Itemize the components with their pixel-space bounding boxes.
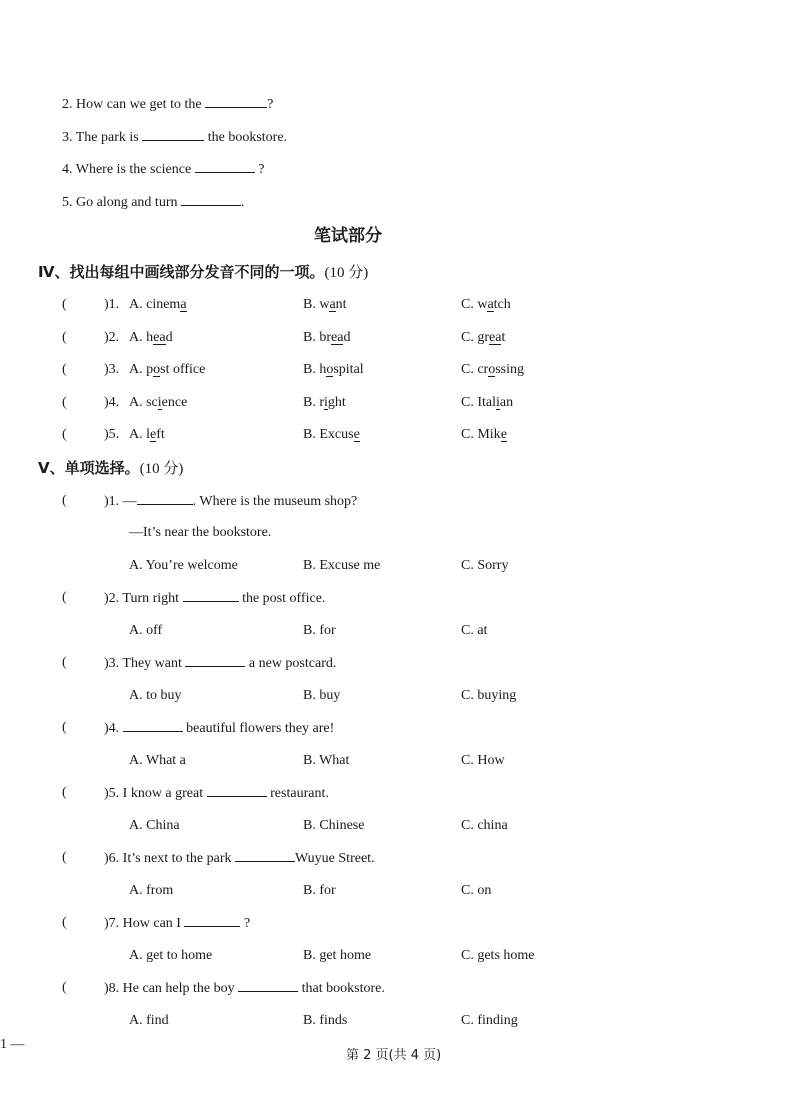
underlined-letters: a xyxy=(487,297,494,312)
answer-blank xyxy=(235,849,295,862)
answer-blank xyxy=(183,589,239,602)
margin-page-mark: 1 — xyxy=(0,1037,25,1052)
item-number: )5. xyxy=(104,427,120,442)
underlined-letters: a xyxy=(180,297,187,312)
option-c[interactable]: C. china xyxy=(461,818,508,833)
option-b[interactable]: B. right xyxy=(303,395,346,410)
option-c[interactable]: C. Mike xyxy=(461,427,507,442)
option-c[interactable]: C. at xyxy=(461,623,488,638)
option-a[interactable]: A. from xyxy=(129,883,174,898)
option-c[interactable]: C. How xyxy=(461,753,505,768)
option-a[interactable]: A. get to home xyxy=(129,948,213,963)
mc-question-4: )4. beautiful flowers they are! xyxy=(104,721,335,736)
answer-paren[interactable]: ( xyxy=(62,980,67,995)
option-a[interactable]: A. head xyxy=(129,330,173,345)
option-b[interactable]: B. finds xyxy=(303,1013,348,1028)
listening-q4: 4. Where is the science ? xyxy=(62,162,265,177)
option-b[interactable]: B. hospital xyxy=(303,362,364,377)
underlined-letters: i xyxy=(324,395,328,410)
item-number: )2. xyxy=(104,330,120,345)
underlined-letters: o xyxy=(153,362,161,377)
underlined-letters: e xyxy=(150,427,157,442)
answer-paren[interactable]: ( xyxy=(62,493,67,508)
listening-q5: 5. Go along and turn . xyxy=(62,195,245,210)
option-a[interactable]: A. off xyxy=(129,623,163,638)
underlined-letters: ea xyxy=(331,330,344,345)
option-c[interactable]: C. buying xyxy=(461,688,517,703)
listening-q2: 2. How can we get to the ? xyxy=(62,97,274,112)
option-b[interactable]: B. buy xyxy=(303,688,341,703)
option-c[interactable]: C. gets home xyxy=(461,948,535,963)
answer-paren[interactable]: ( xyxy=(62,850,67,865)
answer-paren[interactable]: ( xyxy=(62,362,67,377)
option-b[interactable]: B. for xyxy=(303,883,336,898)
option-b[interactable]: B. bread xyxy=(303,330,351,345)
option-a[interactable]: A. to buy xyxy=(129,688,182,703)
answer-paren[interactable]: ( xyxy=(62,720,67,735)
underlined-letters: e xyxy=(500,427,507,442)
answer-paren[interactable]: ( xyxy=(62,395,67,410)
option-b[interactable]: B. What xyxy=(303,753,350,768)
option-c[interactable]: C. Italian xyxy=(461,395,514,410)
mc-question-5: )5. I know a great restaurant. xyxy=(104,786,329,801)
underlined-letters: a xyxy=(329,297,336,312)
answer-blank[interactable] xyxy=(181,193,241,206)
listening-q3: 3. The park is the bookstore. xyxy=(62,130,288,145)
answer-paren[interactable]: ( xyxy=(62,330,67,345)
answer-blank xyxy=(184,914,240,927)
underlined-letters: i xyxy=(496,395,500,410)
underlined-letters: ea xyxy=(489,330,502,345)
mc-question-2: )2. Turn right the post office. xyxy=(104,591,326,606)
answer-paren[interactable]: ( xyxy=(62,655,67,670)
option-c[interactable]: C. on xyxy=(461,883,492,898)
option-c[interactable]: C. great xyxy=(461,330,506,345)
item-number: )4. xyxy=(104,395,120,410)
option-a[interactable]: A. China xyxy=(129,818,180,833)
option-b[interactable]: B. get home xyxy=(303,948,372,963)
answer-blank xyxy=(137,492,193,505)
answer-blank[interactable] xyxy=(142,128,204,141)
answer-paren[interactable]: ( xyxy=(62,915,67,930)
answer-blank xyxy=(123,719,183,732)
mc-question-1-reply: —It’s near the bookstore. xyxy=(129,525,272,540)
answer-blank[interactable] xyxy=(205,95,267,108)
option-b[interactable]: B. Chinese xyxy=(303,818,365,833)
section-4-heading: Ⅳ、找出每组中画线部分发音不同的一项。(10 分) xyxy=(38,263,369,281)
option-b[interactable]: B. Excuse me xyxy=(303,558,381,573)
option-b[interactable]: B. for xyxy=(303,623,336,638)
option-c[interactable]: C. Sorry xyxy=(461,558,509,573)
answer-blank xyxy=(238,979,298,992)
underlined-letters: ea xyxy=(153,330,166,345)
section-5-heading: Ⅴ、单项选择。(10 分) xyxy=(38,459,184,477)
option-a[interactable]: A. post office xyxy=(129,362,206,377)
mc-question-7: )7. How can I ? xyxy=(104,916,251,931)
option-a[interactable]: A. What a xyxy=(129,753,186,768)
written-section-title: 笔试部分 xyxy=(314,226,382,246)
underlined-letters: o xyxy=(326,362,334,377)
answer-blank xyxy=(185,654,245,667)
option-b[interactable]: B. want xyxy=(303,297,347,312)
item-number: )3. xyxy=(104,362,120,377)
option-b[interactable]: B. Excuse xyxy=(303,427,360,442)
page-footer: 第 2 页(共 4 页) xyxy=(346,1048,442,1063)
option-c[interactable]: C. crossing xyxy=(461,362,525,377)
option-c[interactable]: C. finding xyxy=(461,1013,518,1028)
option-a[interactable]: A. cinema xyxy=(129,297,187,312)
item-number: )1. xyxy=(104,297,120,312)
mc-question-8: )8. He can help the boy that bookstore. xyxy=(104,981,385,996)
answer-paren[interactable]: ( xyxy=(62,590,67,605)
answer-blank[interactable] xyxy=(195,160,255,173)
underlined-letters: e xyxy=(353,427,360,442)
option-a[interactable]: A. find xyxy=(129,1013,169,1028)
option-a[interactable]: A. science xyxy=(129,395,188,410)
mc-question-6: )6. It’s next to the park Wuyue Street. xyxy=(104,851,375,866)
answer-blank xyxy=(207,784,267,797)
answer-paren[interactable]: ( xyxy=(62,427,67,442)
underlined-letters: o xyxy=(488,362,496,377)
underlined-letters: i xyxy=(157,395,162,410)
answer-paren[interactable]: ( xyxy=(62,785,67,800)
mc-question-1: )1. — . Where is the museum shop? xyxy=(104,494,358,509)
answer-paren[interactable]: ( xyxy=(62,297,67,312)
option-a[interactable]: A. You’re welcome xyxy=(129,558,238,573)
option-c[interactable]: C. watch xyxy=(461,297,511,312)
option-a[interactable]: A. left xyxy=(129,427,165,442)
mc-question-3: )3. They want a new postcard. xyxy=(104,656,337,671)
